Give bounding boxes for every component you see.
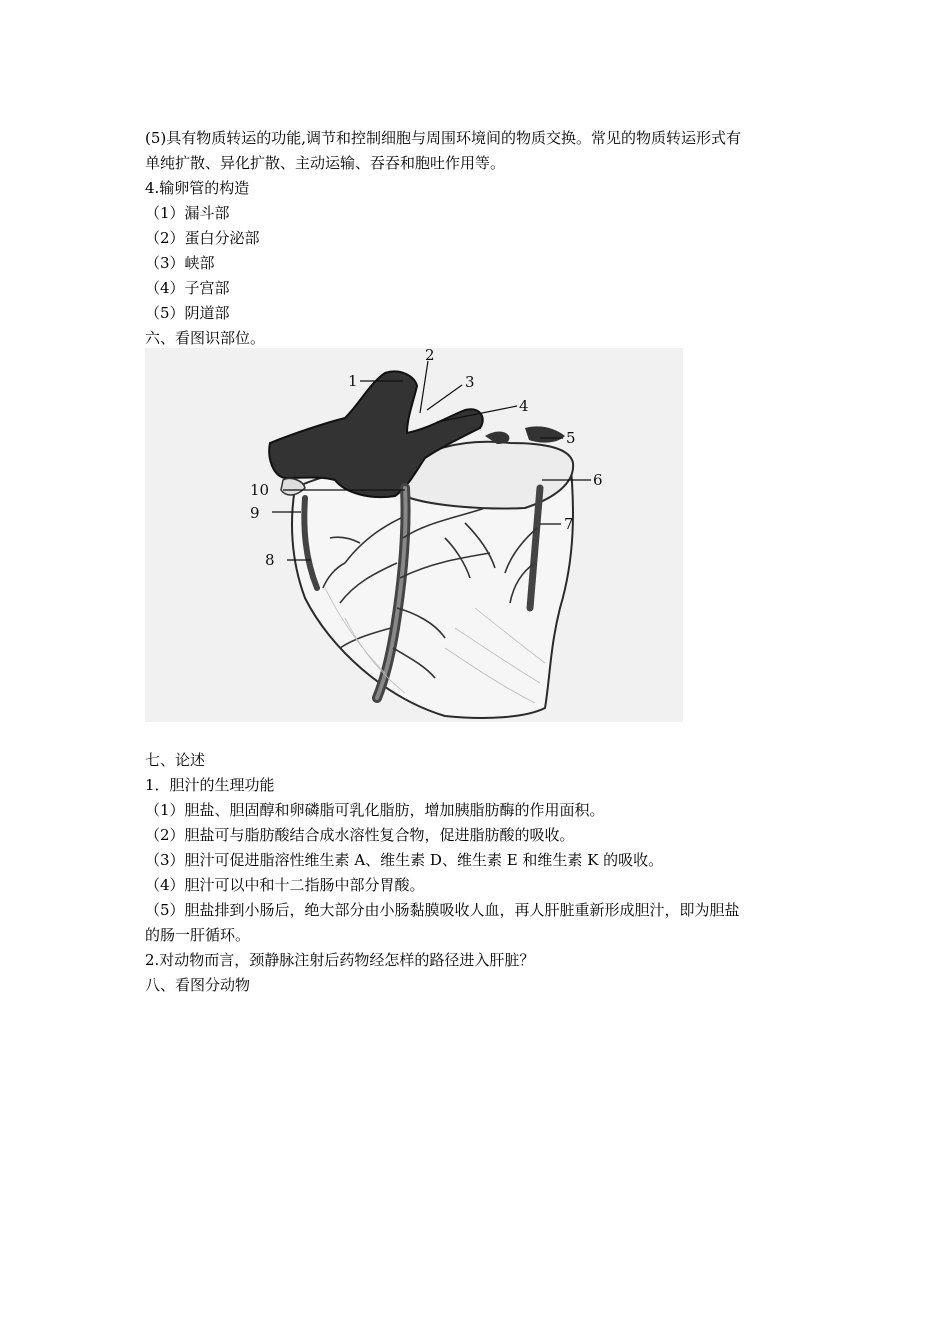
text-line: （1）漏斗部 — [145, 204, 230, 222]
text-line: （2）蛋白分泌部 — [145, 229, 260, 247]
text-line: 4.输卵管的构造 — [145, 179, 250, 197]
text-line: 2.对动物而言，颈静脉注射后药物经怎样的路径进入肝脏？ — [145, 951, 535, 969]
section-heading: 八、看图分动物 — [145, 976, 251, 994]
text-line: （1）胆盐、胆固醇和卵磷脂可乳化脂肪，增加胰脂肪酶的作用面积。 — [145, 801, 605, 819]
figure-label: 7 — [564, 515, 574, 533]
heart-diagram-figure — [145, 348, 683, 722]
text-line: (5)具有物质转运的功能,调节和控制细胞与周围环境间的物质交换。常见的物质转运形式有 — [145, 129, 742, 147]
figure-label: 10 — [250, 481, 270, 499]
text-line: （3）胆汁可促进脂溶性维生素 A、维生素 D、维生素 E 和维生素 K 的吸收。 — [145, 851, 664, 869]
text-line: （5）胆盐排到小肠后，绝大部分由小肠黏膜吸收人血，再人肝脏重新形成胆汁，即为胆盐 — [145, 901, 740, 919]
text-line: （4）胆汁可以中和十二指肠中部分胃酸。 — [145, 876, 425, 894]
text-line: 1．胆汁的生理功能 — [145, 776, 275, 794]
figure-label: 1 — [348, 372, 358, 390]
figure-label: 8 — [265, 551, 275, 569]
figure-label: 4 — [519, 397, 529, 415]
text-line: （5）阴道部 — [145, 304, 230, 322]
text-line: 的肠一肝循环。 — [145, 926, 251, 944]
heart-illustration — [145, 348, 683, 722]
text-line: （4）子宫部 — [145, 279, 230, 297]
text-line: （3）峡部 — [145, 254, 215, 272]
figure-label: 2 — [425, 348, 435, 364]
figure-label: 5 — [566, 429, 576, 447]
text-line: （2）胆盐可与脂肪酸结合成水溶性复合物，促进脂肪酸的吸收。 — [145, 826, 575, 844]
section-heading: 六、看图识部位。 — [145, 329, 266, 347]
text-line: 单纯扩散、异化扩散、主动运输、吞吞和胞吐作用等。 — [145, 154, 506, 172]
figure-label: 3 — [465, 373, 475, 391]
figure-label: 6 — [593, 471, 603, 489]
figure-label: 9 — [250, 504, 260, 522]
section-heading: 七、论述 — [145, 751, 206, 769]
